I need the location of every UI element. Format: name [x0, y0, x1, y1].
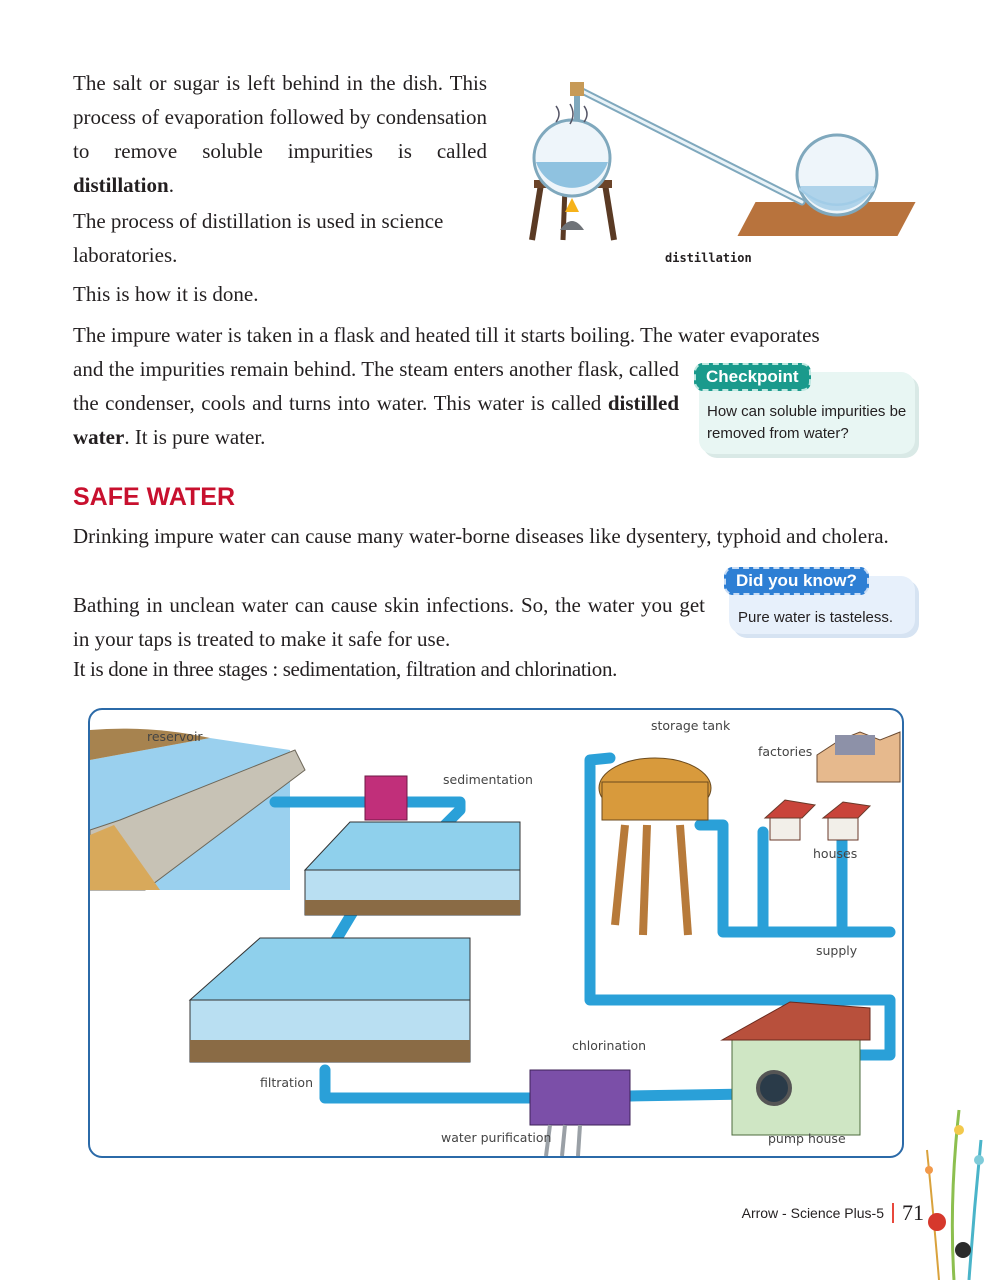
intro-paragraph-2: The process of distillation is used in science laboratories. — [73, 209, 444, 267]
term-distillation: distillation — [73, 173, 169, 197]
checkpoint-text: How can soluble impurities be removed from water? — [707, 403, 907, 442]
intro-paragraph-3: This is how it is done. — [73, 282, 259, 306]
chlorination-unit — [530, 1070, 630, 1125]
page-number: 71 — [902, 1200, 924, 1225]
procedure-text: and the impurities remain behind. The steam enters another flask, called the condenser, cools and turns into water. This water is called — [73, 357, 679, 415]
procedure-paragraph — [73, 352, 679, 454]
distillation-figure — [520, 62, 920, 272]
label-pump-house: pump house — [768, 1131, 846, 1146]
sedimentation-unit — [365, 776, 407, 820]
intro-paragraph-1 — [73, 66, 487, 202]
safe-water-paragraph-2: Bathing in unclean water can cause skin infections. So, the water you get in your taps is treated to make it safe for use. — [73, 593, 705, 651]
sedimentation-tank — [305, 822, 520, 870]
distillation-illustration — [520, 62, 920, 272]
beetle-icon — [955, 1242, 971, 1258]
tank-legs — [615, 825, 688, 935]
term-distilled-water: distilled water — [73, 391, 679, 449]
ladybug-icon — [928, 1213, 946, 1231]
procedure-line-1: The impure water is taken in a flask and heated till it starts boiling. The water evaporates — [73, 323, 820, 347]
houses-group — [765, 800, 870, 840]
intro-text: The salt or sugar is left behind in the dish. This process of evaporation followed by condensation to remove soluble impurities is called — [73, 71, 487, 163]
safe-water-paragraph-3: It is done in three stages : sedimentation, filtration and chlorination. — [73, 657, 617, 681]
flame — [565, 198, 579, 212]
label-chlorination: chlorination — [572, 1038, 647, 1053]
footer-divider — [892, 1203, 894, 1223]
footer — [742, 1200, 924, 1226]
label-factories: factories — [758, 744, 813, 759]
procedure-end: . It is pure water. — [124, 425, 266, 449]
did-you-know-tag: Did you know? — [724, 567, 869, 595]
filtration-tank — [190, 938, 470, 1000]
punctuation: . — [168, 173, 174, 197]
cork — [570, 82, 584, 96]
label-water-purification: water purification — [441, 1130, 552, 1145]
safe-water-paragraph-1: Drinking impure water can cause many water-borne diseases like dysentery, typhoid and cholera. — [73, 524, 889, 548]
flower-decoration — [919, 1100, 989, 1280]
did-you-know-text: Pure water is tasteless. — [738, 609, 894, 626]
label-supply: supply — [816, 943, 858, 958]
label-sedimentation: sedimentation — [443, 772, 533, 787]
water-treatment-diagram — [88, 708, 904, 1158]
distillation-caption: distillation — [665, 251, 752, 265]
label-reservoir: reservoir — [147, 729, 203, 744]
book-title: Arrow - Science Plus-5 — [741, 1205, 884, 1221]
pump-house — [732, 1040, 860, 1135]
section-heading-safe-water: SAFE WATER — [73, 483, 236, 511]
water-treatment-illustration — [90, 710, 902, 1156]
label-filtration: filtration — [260, 1075, 313, 1090]
stand-leg — [532, 184, 541, 240]
label-storage-tank: storage tank — [651, 718, 731, 733]
label-houses: houses — [813, 846, 858, 861]
checkpoint-tag: Checkpoint — [694, 363, 811, 391]
